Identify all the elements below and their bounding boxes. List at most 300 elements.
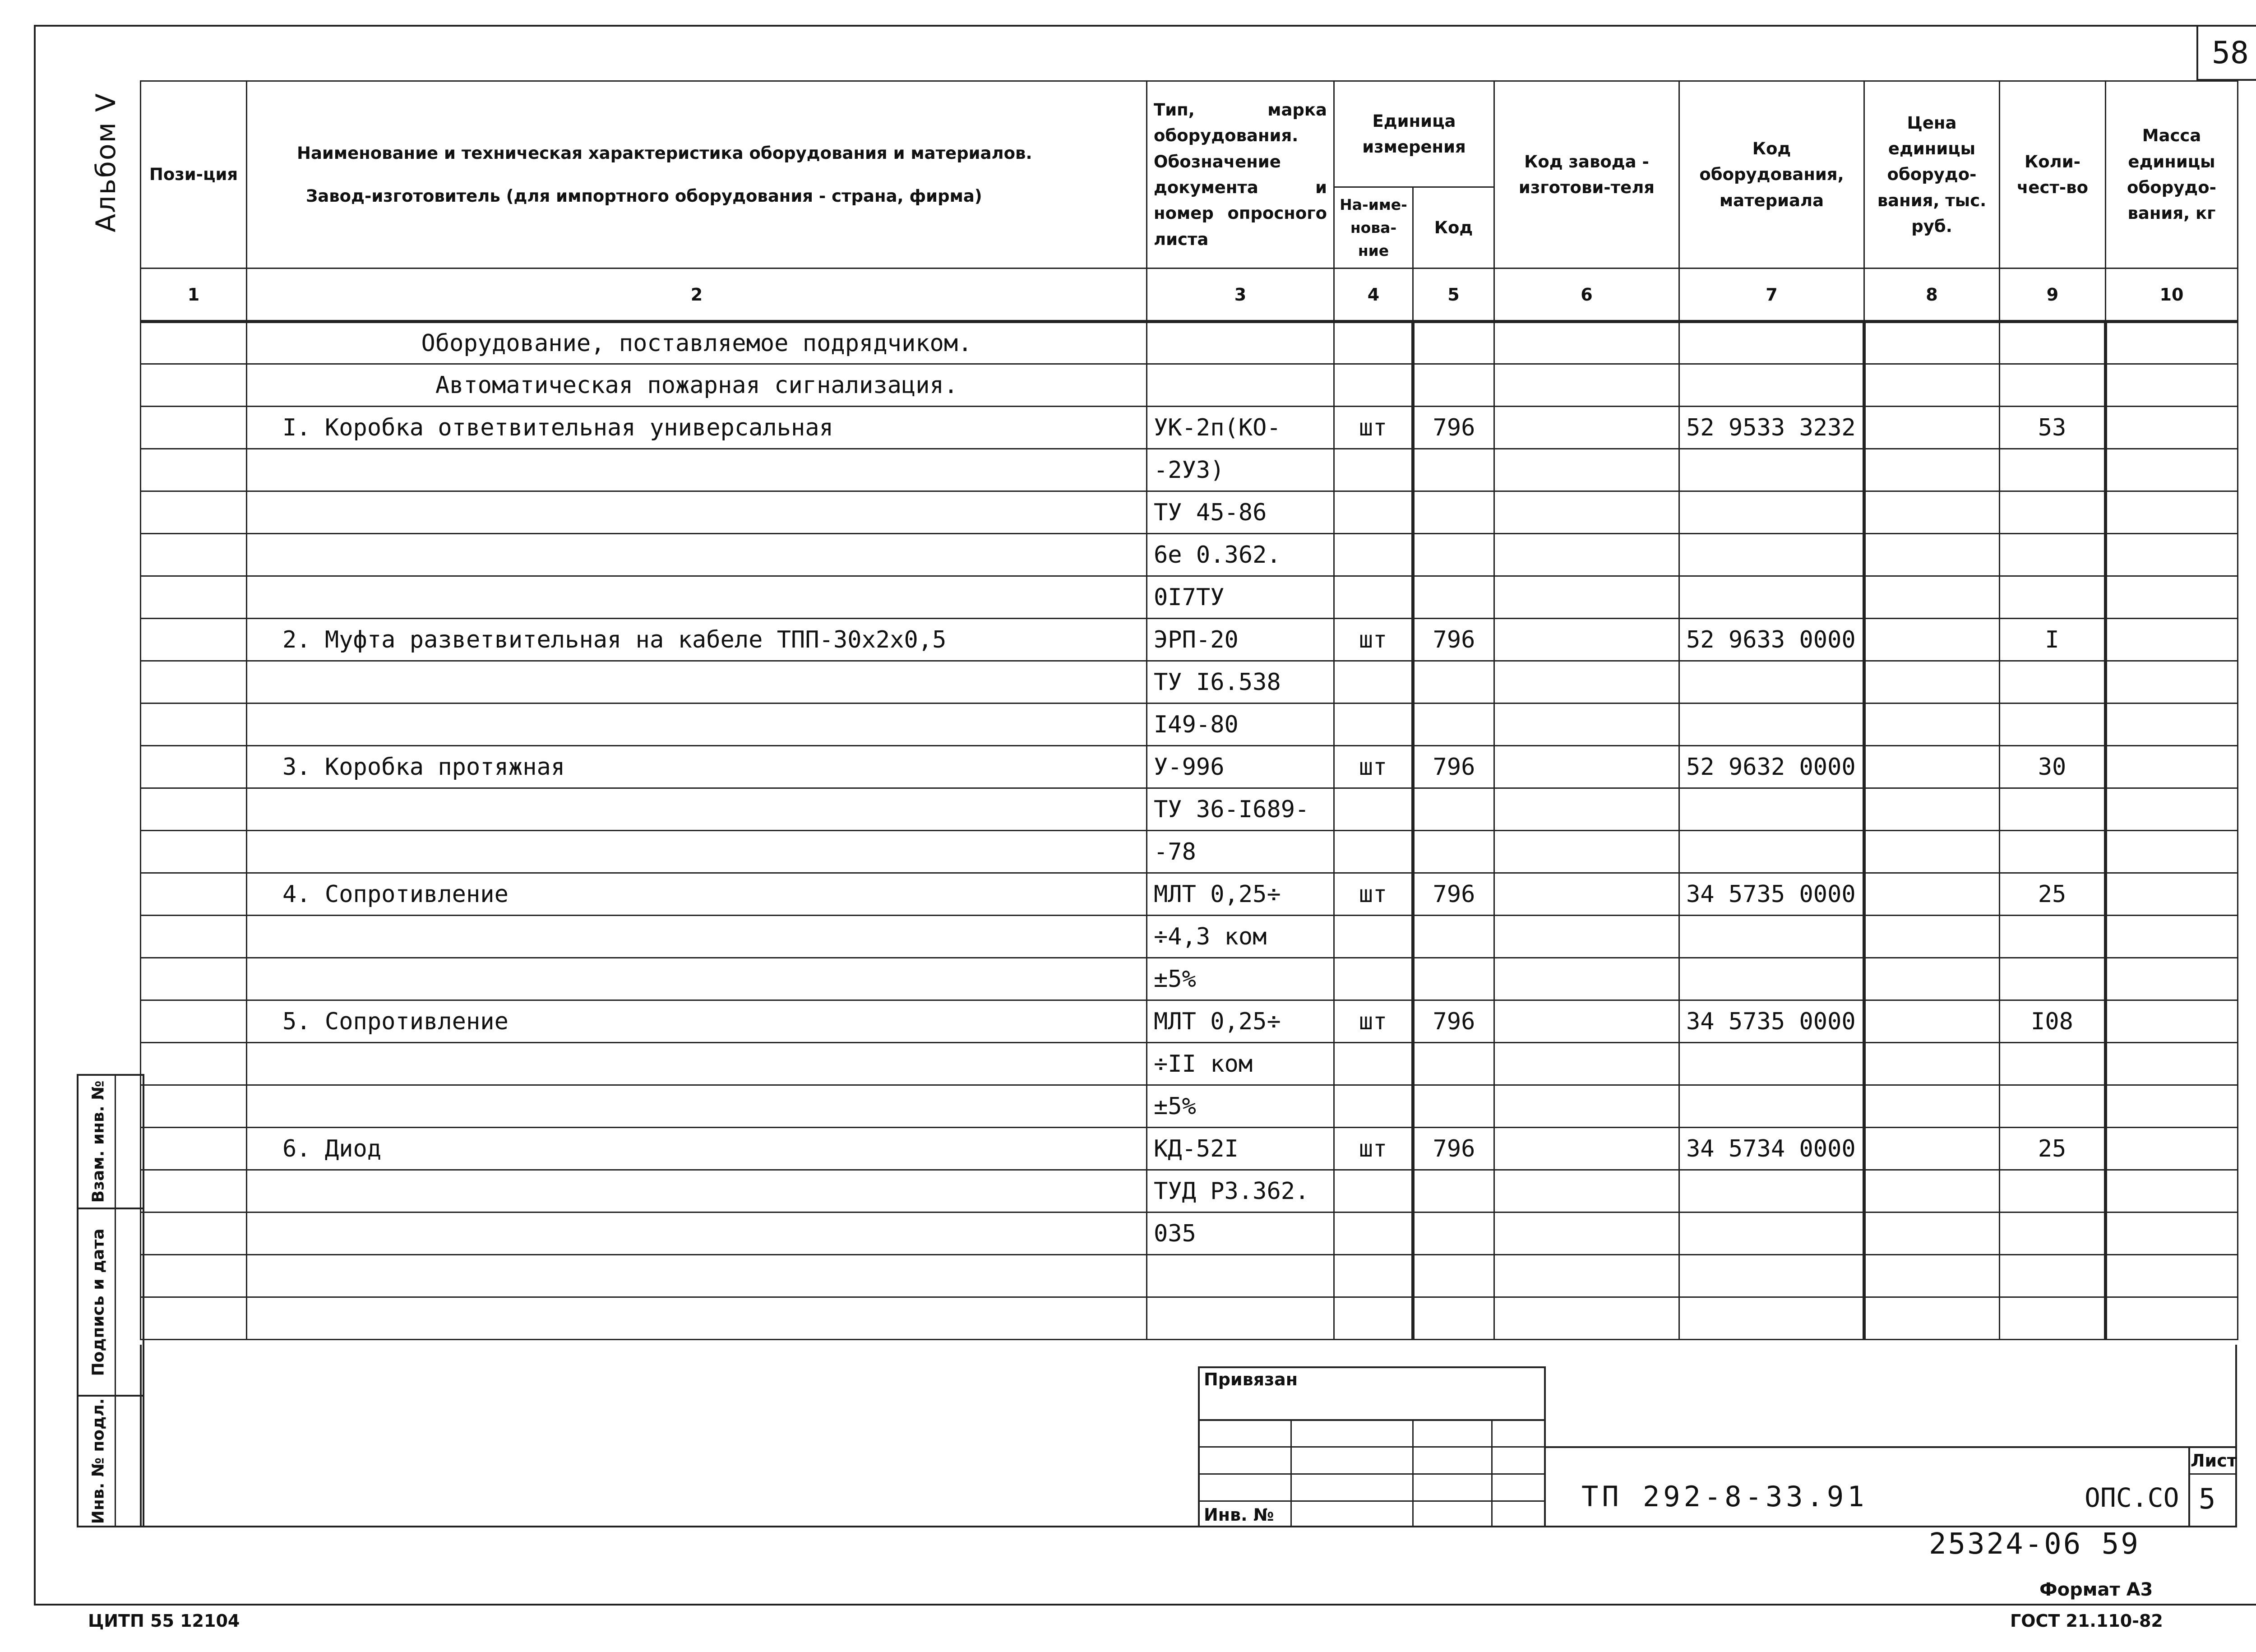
row-name bbox=[247, 1085, 1147, 1128]
table-body bbox=[141, 322, 2238, 1340]
row-type: КД-52I bbox=[1147, 1128, 1334, 1170]
row-quantity bbox=[2000, 449, 2106, 491]
row-name bbox=[247, 1170, 1147, 1212]
stamp-right-border bbox=[2235, 1345, 2237, 1527]
row-quantity: I08 bbox=[2000, 1000, 2106, 1043]
row-name bbox=[247, 491, 1147, 534]
row-mass bbox=[2106, 788, 2238, 831]
table-row bbox=[141, 788, 2238, 831]
row-material-code: 52 9632 0000 bbox=[1679, 746, 1864, 788]
tb-line bbox=[1198, 1366, 1545, 1368]
row-name bbox=[247, 958, 1147, 1000]
row-price bbox=[1864, 322, 2000, 364]
row-quantity bbox=[2000, 661, 2106, 703]
row-quantity bbox=[2000, 831, 2106, 873]
row-mass bbox=[2106, 449, 2238, 491]
header-name bbox=[247, 81, 1147, 268]
row-type: ТУ I6.538 bbox=[1147, 661, 1334, 703]
row-type: I49-80 bbox=[1147, 703, 1334, 746]
sheet-number: 5 bbox=[2199, 1482, 2216, 1515]
row-unit-name bbox=[1334, 831, 1413, 873]
row-unit-code bbox=[1413, 1043, 1494, 1085]
format-label: Формат А3 bbox=[2039, 1579, 2153, 1600]
tb-line bbox=[2188, 1473, 2237, 1475]
row-position bbox=[141, 364, 247, 407]
row-unit-name: шт bbox=[1334, 619, 1413, 661]
row-position bbox=[141, 1255, 247, 1297]
row-material-code bbox=[1679, 1085, 1864, 1128]
row-unit-code bbox=[1413, 1297, 1494, 1340]
col-number: 3 bbox=[1147, 268, 1334, 322]
album-label bbox=[79, 68, 133, 257]
row-material-code bbox=[1679, 576, 1864, 619]
row-mass bbox=[2106, 831, 2238, 873]
table-row bbox=[141, 1000, 2238, 1043]
row-plant-code bbox=[1494, 873, 1679, 916]
row-material-code bbox=[1679, 703, 1864, 746]
tb-line bbox=[1290, 1419, 1292, 1527]
row-plant-code bbox=[1494, 619, 1679, 661]
side-stamp-label bbox=[82, 1209, 116, 1395]
row-price bbox=[1864, 703, 2000, 746]
row-position bbox=[141, 746, 247, 788]
row-type: ±5% bbox=[1147, 958, 1334, 1000]
row-plant-code bbox=[1494, 534, 1679, 576]
row-plant-code bbox=[1494, 1255, 1679, 1297]
row-plant-code bbox=[1494, 1212, 1679, 1255]
row-material-code bbox=[1679, 322, 1864, 364]
row-unit-name bbox=[1334, 1255, 1413, 1297]
row-name bbox=[247, 1297, 1147, 1340]
row-plant-code bbox=[1494, 1085, 1679, 1128]
row-quantity bbox=[2000, 322, 2106, 364]
row-unit-code bbox=[1413, 831, 1494, 873]
row-price bbox=[1864, 831, 2000, 873]
row-material-code bbox=[1679, 661, 1864, 703]
side-stamp-text: Взам. инв. № bbox=[89, 1080, 108, 1203]
row-unit-name bbox=[1334, 958, 1413, 1000]
row-type: ТУ 45-86 bbox=[1147, 491, 1334, 534]
row-type: МЛТ 0,25÷ bbox=[1147, 1000, 1334, 1043]
col-number: 2 bbox=[247, 268, 1147, 322]
header-unit: Единица измерения bbox=[1334, 81, 1494, 187]
row-material-code bbox=[1679, 1043, 1864, 1085]
row-type: 0I7ТУ bbox=[1147, 576, 1334, 619]
row-material-code bbox=[1679, 1212, 1864, 1255]
row-position bbox=[141, 958, 247, 1000]
row-type bbox=[1147, 1255, 1334, 1297]
tb-line bbox=[1198, 1446, 1545, 1448]
row-type: УК-2п(КО- bbox=[1147, 407, 1334, 449]
row-price bbox=[1864, 873, 2000, 916]
row-mass bbox=[2106, 958, 2238, 1000]
stamp-left-border bbox=[140, 1345, 142, 1527]
row-mass bbox=[2106, 619, 2238, 661]
row-unit-name bbox=[1334, 1212, 1413, 1255]
table-row bbox=[141, 1043, 2238, 1085]
row-plant-code bbox=[1494, 661, 1679, 703]
row-position bbox=[141, 703, 247, 746]
table-row bbox=[141, 619, 2238, 661]
row-price bbox=[1864, 661, 2000, 703]
row-unit-code bbox=[1413, 1255, 1494, 1297]
row-material-code: 34 5735 0000 bbox=[1679, 873, 1864, 916]
row-mass bbox=[2106, 322, 2238, 364]
row-name: Оборудование, поставляемое подрядчиком. bbox=[247, 322, 1147, 364]
table-row bbox=[141, 916, 2238, 958]
row-price bbox=[1864, 449, 2000, 491]
table-row bbox=[141, 703, 2238, 746]
row-plant-code bbox=[1494, 1170, 1679, 1212]
row-unit-code bbox=[1413, 788, 1494, 831]
row-plant-code bbox=[1494, 407, 1679, 449]
row-unit-code: 796 bbox=[1413, 1000, 1494, 1043]
tb-line bbox=[1491, 1419, 1493, 1527]
header-plant-code: Код завода - изготови-теля bbox=[1494, 81, 1679, 268]
album-text: Альбом V bbox=[90, 93, 122, 232]
row-quantity: 30 bbox=[2000, 746, 2106, 788]
row-material-code bbox=[1679, 788, 1864, 831]
row-plant-code bbox=[1494, 364, 1679, 407]
row-position bbox=[141, 661, 247, 703]
row-name bbox=[247, 916, 1147, 958]
table-row bbox=[141, 1128, 2238, 1170]
row-unit-name bbox=[1334, 534, 1413, 576]
row-quantity bbox=[2000, 576, 2106, 619]
row-position bbox=[141, 788, 247, 831]
row-unit-name bbox=[1334, 788, 1413, 831]
row-material-code bbox=[1679, 958, 1864, 1000]
row-unit-name bbox=[1334, 449, 1413, 491]
table-row bbox=[141, 1255, 2238, 1297]
row-position bbox=[141, 407, 247, 449]
row-name bbox=[247, 788, 1147, 831]
row-price bbox=[1864, 788, 2000, 831]
row-unit-name: шт bbox=[1334, 746, 1413, 788]
tb-line bbox=[1198, 1419, 1545, 1421]
row-plant-code bbox=[1494, 1128, 1679, 1170]
row-price bbox=[1864, 1255, 2000, 1297]
row-plant-code bbox=[1494, 1297, 1679, 1340]
row-quantity bbox=[2000, 1043, 2106, 1085]
row-unit-code bbox=[1413, 661, 1494, 703]
row-position bbox=[141, 1128, 247, 1170]
row-name bbox=[247, 534, 1147, 576]
tb-line bbox=[1198, 1500, 1545, 1502]
specification-table bbox=[140, 80, 2238, 1340]
col-number: 1 bbox=[141, 268, 247, 322]
table-row bbox=[141, 449, 2238, 491]
col-number: 9 bbox=[2000, 268, 2106, 322]
row-name bbox=[247, 661, 1147, 703]
row-plant-code bbox=[1494, 576, 1679, 619]
table-row bbox=[141, 1212, 2238, 1255]
header-name-line2: Завод-изготовитель (для импортного оборудования - страна, фирма) bbox=[306, 186, 982, 206]
row-type: У-996 bbox=[1147, 746, 1334, 788]
side-stamp-original-inv bbox=[77, 1397, 144, 1527]
header-material-code: Код оборудования, материала bbox=[1679, 81, 1864, 268]
tb-line bbox=[2188, 1446, 2190, 1527]
row-price bbox=[1864, 576, 2000, 619]
row-mass bbox=[2106, 1297, 2238, 1340]
row-price bbox=[1864, 1212, 2000, 1255]
row-unit-name: шт bbox=[1334, 1000, 1413, 1043]
gost-label: ГОСТ 21.110-82 bbox=[2010, 1611, 2163, 1631]
row-position bbox=[141, 1000, 247, 1043]
row-price bbox=[1864, 1128, 2000, 1170]
stamp-inv-no: Инв. № bbox=[1204, 1505, 1274, 1525]
row-type: ÷II ком bbox=[1147, 1043, 1334, 1085]
row-name: 4. Сопротивление bbox=[247, 873, 1147, 916]
row-unit-code: 796 bbox=[1413, 746, 1494, 788]
row-material-code bbox=[1679, 1170, 1864, 1212]
row-position bbox=[141, 449, 247, 491]
table-row bbox=[141, 322, 2238, 364]
row-quantity bbox=[2000, 364, 2106, 407]
row-quantity bbox=[2000, 1212, 2106, 1255]
row-unit-code bbox=[1413, 1085, 1494, 1128]
row-name: 3. Коробка протяжная bbox=[247, 746, 1147, 788]
row-unit-code: 796 bbox=[1413, 619, 1494, 661]
row-mass bbox=[2106, 703, 2238, 746]
row-material-code bbox=[1679, 491, 1864, 534]
row-quantity bbox=[2000, 788, 2106, 831]
row-quantity: 25 bbox=[2000, 1128, 2106, 1170]
row-position bbox=[141, 873, 247, 916]
stamp-privyazan: Привязан bbox=[1204, 1370, 1298, 1389]
row-position bbox=[141, 1043, 247, 1085]
side-stamp-text: Инв. № подл. bbox=[89, 1398, 108, 1524]
row-quantity: 25 bbox=[2000, 873, 2106, 916]
col-number: 7 bbox=[1679, 268, 1864, 322]
table-row bbox=[141, 534, 2238, 576]
row-material-code bbox=[1679, 364, 1864, 407]
row-material-code bbox=[1679, 916, 1864, 958]
row-price bbox=[1864, 958, 2000, 1000]
row-unit-code: 796 bbox=[1413, 407, 1494, 449]
table-row bbox=[141, 576, 2238, 619]
row-material-code: 34 5734 0000 bbox=[1679, 1128, 1864, 1170]
stamp-bottom-border bbox=[77, 1526, 2237, 1527]
row-type: ±5% bbox=[1147, 1085, 1334, 1128]
row-price bbox=[1864, 491, 2000, 534]
row-type: 035 bbox=[1147, 1212, 1334, 1255]
row-position bbox=[141, 1212, 247, 1255]
side-stamp-signature bbox=[77, 1209, 144, 1397]
col-number: 8 bbox=[1864, 268, 2000, 322]
citp-label: ЦИТП 55 12104 bbox=[88, 1611, 240, 1631]
row-name: I. Коробка ответвительная универсальная bbox=[247, 407, 1147, 449]
row-unit-code bbox=[1413, 364, 1494, 407]
row-quantity bbox=[2000, 1085, 2106, 1128]
table-row bbox=[141, 958, 2238, 1000]
table-row bbox=[141, 746, 2238, 788]
row-name: Автоматическая пожарная сигнализация. bbox=[247, 364, 1147, 407]
row-type bbox=[1147, 1297, 1334, 1340]
row-unit-name bbox=[1334, 1170, 1413, 1212]
table-row bbox=[141, 407, 2238, 449]
side-stamp-text: Подпись и дата bbox=[89, 1228, 108, 1376]
row-type bbox=[1147, 364, 1334, 407]
row-unit-name bbox=[1334, 703, 1413, 746]
row-name bbox=[247, 1255, 1147, 1297]
header-price: Цена единицы оборудо-вания, тыс. руб. bbox=[1864, 81, 2000, 268]
col-number: 5 bbox=[1413, 268, 1494, 322]
row-mass bbox=[2106, 576, 2238, 619]
row-material-code: 52 9533 3232 bbox=[1679, 407, 1864, 449]
row-unit-code bbox=[1413, 534, 1494, 576]
sheet-label: Лист bbox=[2191, 1451, 2237, 1471]
row-unit-code bbox=[1413, 703, 1494, 746]
row-quantity bbox=[2000, 1255, 2106, 1297]
side-stamp-label bbox=[82, 1397, 116, 1526]
row-unit-name bbox=[1334, 1297, 1413, 1340]
row-type: 6е 0.362. bbox=[1147, 534, 1334, 576]
row-name: 2. Муфта разветвительная на кабеле ТПП-30х2х0,5 bbox=[247, 619, 1147, 661]
row-material-code bbox=[1679, 534, 1864, 576]
row-type: ТУД Р3.362. bbox=[1147, 1170, 1334, 1212]
row-mass bbox=[2106, 746, 2238, 788]
side-stamp-replaced-inv bbox=[77, 1074, 144, 1209]
row-type: ЭРП-20 bbox=[1147, 619, 1334, 661]
row-plant-code bbox=[1494, 1000, 1679, 1043]
row-material-code bbox=[1679, 1255, 1864, 1297]
row-material-code bbox=[1679, 1297, 1864, 1340]
row-unit-code bbox=[1413, 322, 1494, 364]
row-type: ÷4,3 ком bbox=[1147, 916, 1334, 958]
row-position bbox=[141, 322, 247, 364]
header-type: Тип, марка оборудования. Обозначение документа и номер опросного листа bbox=[1147, 81, 1334, 268]
row-mass bbox=[2106, 1255, 2238, 1297]
row-plant-code bbox=[1494, 703, 1679, 746]
row-plant-code bbox=[1494, 322, 1679, 364]
row-unit-code bbox=[1413, 958, 1494, 1000]
row-plant-code bbox=[1494, 491, 1679, 534]
row-plant-code bbox=[1494, 831, 1679, 873]
header-unit-name: На-име-нова-ние bbox=[1334, 187, 1413, 268]
row-price bbox=[1864, 1085, 2000, 1128]
row-name: 5. Сопротивление bbox=[247, 1000, 1147, 1043]
row-mass bbox=[2106, 364, 2238, 407]
table-row bbox=[141, 831, 2238, 873]
row-unit-code bbox=[1413, 491, 1494, 534]
row-name bbox=[247, 1212, 1147, 1255]
row-quantity: I bbox=[2000, 619, 2106, 661]
col-number: 6 bbox=[1494, 268, 1679, 322]
row-price bbox=[1864, 1170, 2000, 1212]
row-mass bbox=[2106, 916, 2238, 958]
row-name bbox=[247, 449, 1147, 491]
row-position bbox=[141, 1297, 247, 1340]
header-mass: Масса единицы оборудо-вания, кг bbox=[2106, 81, 2238, 268]
row-material-code: 34 5735 0000 bbox=[1679, 1000, 1864, 1043]
handwritten-number: 25324-06 59 bbox=[1929, 1527, 2140, 1561]
document-code: ТП 292-8-33.91 bbox=[1581, 1480, 1868, 1513]
row-quantity bbox=[2000, 534, 2106, 576]
row-quantity bbox=[2000, 703, 2106, 746]
tb-line bbox=[1412, 1419, 1414, 1527]
row-unit-name bbox=[1334, 364, 1413, 407]
row-quantity: 53 bbox=[2000, 407, 2106, 449]
row-mass bbox=[2106, 534, 2238, 576]
row-position bbox=[141, 916, 247, 958]
col-number: 10 bbox=[2106, 268, 2238, 322]
row-type: -78 bbox=[1147, 831, 1334, 873]
table-row bbox=[141, 873, 2238, 916]
row-price bbox=[1864, 364, 2000, 407]
row-quantity bbox=[2000, 491, 2106, 534]
row-price bbox=[1864, 916, 2000, 958]
tb-line bbox=[1544, 1446, 2237, 1448]
row-mass bbox=[2106, 407, 2238, 449]
row-plant-code bbox=[1494, 788, 1679, 831]
row-unit-name: шт bbox=[1334, 873, 1413, 916]
row-quantity bbox=[2000, 958, 2106, 1000]
table-row bbox=[141, 1170, 2238, 1212]
row-unit-code bbox=[1413, 449, 1494, 491]
row-unit-code bbox=[1413, 916, 1494, 958]
row-quantity bbox=[2000, 916, 2106, 958]
row-name bbox=[247, 703, 1147, 746]
row-price bbox=[1864, 534, 2000, 576]
row-name bbox=[247, 831, 1147, 873]
row-unit-code: 796 bbox=[1413, 1128, 1494, 1170]
side-stamp-label bbox=[82, 1076, 116, 1208]
row-unit-code bbox=[1413, 1212, 1494, 1255]
row-unit-code bbox=[1413, 576, 1494, 619]
row-unit-code bbox=[1413, 1170, 1494, 1212]
row-plant-code bbox=[1494, 449, 1679, 491]
row-mass bbox=[2106, 1043, 2238, 1085]
header-unit-code: Код bbox=[1413, 187, 1494, 268]
row-mass bbox=[2106, 1128, 2238, 1170]
row-unit-name bbox=[1334, 322, 1413, 364]
row-price bbox=[1864, 746, 2000, 788]
row-mass bbox=[2106, 491, 2238, 534]
row-unit-name: шт bbox=[1334, 1128, 1413, 1170]
row-name: 6. Диод bbox=[247, 1128, 1147, 1170]
row-unit-name bbox=[1334, 1085, 1413, 1128]
row-position bbox=[141, 619, 247, 661]
row-mass bbox=[2106, 661, 2238, 703]
row-price bbox=[1864, 1043, 2000, 1085]
row-unit-name bbox=[1334, 1043, 1413, 1085]
row-unit-name bbox=[1334, 576, 1413, 619]
row-mass bbox=[2106, 1212, 2238, 1255]
table-row bbox=[141, 364, 2238, 407]
row-material-code: 52 9633 0000 bbox=[1679, 619, 1864, 661]
header-name-line1: Наименование и техническая характеристика оборудования и материалов. bbox=[297, 143, 1032, 163]
row-quantity bbox=[2000, 1170, 2106, 1212]
row-position bbox=[141, 1085, 247, 1128]
row-mass bbox=[2106, 1170, 2238, 1212]
row-price bbox=[1864, 1297, 2000, 1340]
document-ops-code: ОПС.СО bbox=[2085, 1482, 2179, 1513]
table-row bbox=[141, 661, 2238, 703]
row-plant-code bbox=[1494, 746, 1679, 788]
table-row bbox=[141, 1297, 2238, 1340]
header-position: Пози-ция bbox=[141, 81, 247, 268]
row-position bbox=[141, 491, 247, 534]
row-plant-code bbox=[1494, 916, 1679, 958]
corner-sheet-number: 58 bbox=[2196, 27, 2256, 81]
row-name bbox=[247, 1043, 1147, 1085]
row-type bbox=[1147, 322, 1334, 364]
row-type: МЛТ 0,25÷ bbox=[1147, 873, 1334, 916]
row-price bbox=[1864, 619, 2000, 661]
row-position bbox=[141, 576, 247, 619]
row-plant-code bbox=[1494, 1043, 1679, 1085]
